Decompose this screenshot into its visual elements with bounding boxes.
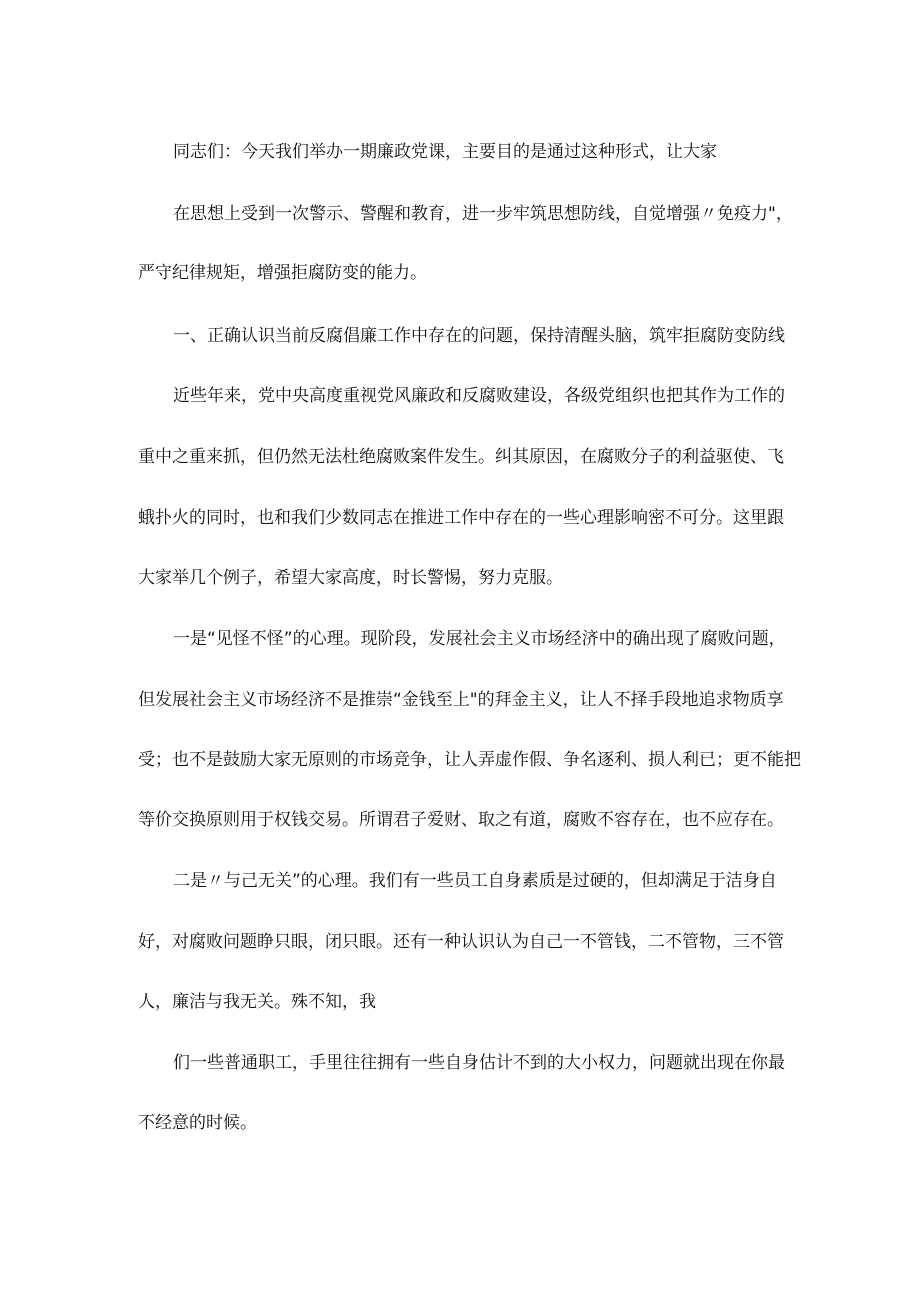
- paragraph-line: 近些年来，党中央高度重视党风廉政和反腐败建设，各级党组织也把其作为工作的: [173, 386, 785, 406]
- paragraph-line: 重中之重来抓，但仍然无法杜绝腐败案件发生。纠其原因，在腐败分子的利益驱使、飞: [138, 447, 784, 467]
- section-heading: 一、正确认识当前反腐倡廉工作中存在的问题，保持清醒头脑，筑牢拒腐防变防线: [173, 326, 785, 346]
- paragraph-line: 但发展社会主义市场经济不是推崇“金钱至上"的拜金主义，让人不择手段地追求物质享: [138, 690, 784, 710]
- paragraph-line: 人，廉洁与我无关。殊不知，我: [138, 992, 376, 1012]
- paragraph-line: 等价交换原则用于权钱交易。所谓君子爱财、取之有道，腐败不容存在，也不应存在。: [138, 810, 784, 830]
- paragraph-line: 不经意的时候。: [138, 1113, 257, 1133]
- paragraph-line: 蛾扑火的同时，也和我们少数同志在推进工作中存在的一些心理影响密不可分。这里跟: [138, 508, 784, 528]
- paragraph-line: 大家举几个例子，希望大家高度，时长警惕，努力克服。: [138, 568, 563, 588]
- paragraph-line: 受；也不是鼓励大家无原则的市场竞争，让人弄虚作假、争名逐利、损人利已；更不能把: [138, 750, 801, 770]
- paragraph-line: 好，对腐败问题睁只眼，闭只眼。还有一种认识认为自己一不管钱，二不管物，三不管: [138, 932, 784, 952]
- paragraph-line: 同志们：今天我们举办一期廉政党课，主要目的是通过这种形式，让大家: [173, 142, 717, 162]
- paragraph-line: 二是〃与己无关”的心理。我们有一些员工自身素质是过硬的，但却满足于洁身自: [173, 871, 777, 891]
- paragraph-line: 一是“见怪不怪”的心理。现阶段，发展社会主义市场经济中的确出现了腐败问题，: [173, 629, 786, 649]
- paragraph-line: 们一些普通职工，手里往往拥有一些自身估计不到的大小权力，问题就出现在你最: [173, 1053, 785, 1073]
- paragraph-line: 严守纪律规矩，增强拒腐防变的能力。: [138, 263, 427, 283]
- paragraph-line: 在思想上受到一次警示、警醒和教育，进一步牢筑思想防线，自觉增强〃免疫力"，: [173, 204, 793, 224]
